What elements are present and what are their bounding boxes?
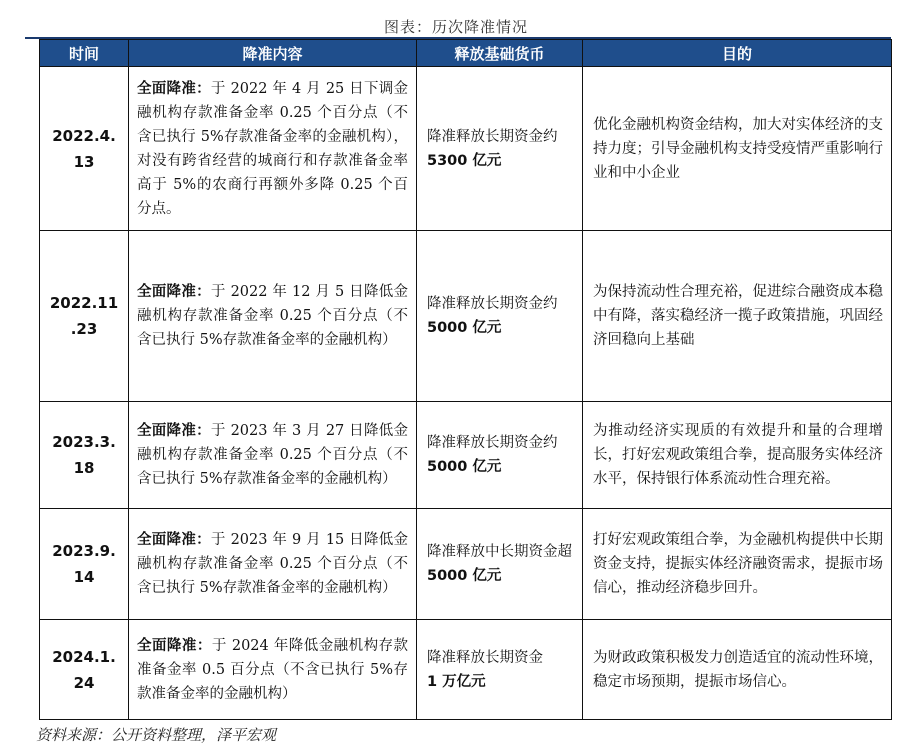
header-date: 时间: [40, 40, 129, 67]
content-bold: 全面降准：: [137, 80, 211, 97]
purpose-cell: 为财政政策积极发力创造适宜的流动性环境，稳定市场预期，提振市场信心。: [583, 620, 892, 720]
header-release: 释放基础货币: [417, 40, 583, 67]
release-amount: 5000 亿元: [427, 459, 502, 475]
source-note: 资料来源：公开资料整理，泽平宏观: [36, 726, 277, 744]
content-bold: 全面降准：: [137, 284, 211, 300]
table-row: [40, 620, 892, 720]
release-cell: [417, 402, 583, 509]
date-line2: 18: [73, 459, 95, 477]
content-cell: [129, 620, 417, 720]
release-text: 降准释放长期资金约: [427, 296, 558, 312]
release-cell: [417, 620, 583, 720]
date-cell: [40, 620, 129, 720]
release-cell: [417, 509, 583, 620]
content-text: 于 2023 年 3 月 27 日降低金融机构存款准备金率 0.25 个百分点（不含已执行 5%存款准备金率的金融机构）: [137, 423, 409, 487]
rrr-cut-table: [39, 39, 892, 720]
date-line2: 13: [73, 152, 95, 171]
content-text: 于 2024 年降低金融机构存款准备金率 0.5 百分点（不含已执行 5%存款准备金率的金融机构）: [137, 637, 409, 702]
release-amount: 1 万亿元: [427, 673, 486, 690]
table-row: [40, 509, 892, 620]
purpose-cell: 优化金融机构资金结构，加大对实体经济的支持力度；引导金融机构支持受疫情严重影响行业和中小企业: [583, 67, 892, 231]
date-line1: 2022.11: [49, 294, 119, 312]
release-amount: 5300 亿元: [427, 152, 502, 169]
date-cell: [40, 402, 129, 509]
content-bold: 全面降准：: [137, 532, 211, 548]
content-bold: 全面降准：: [137, 637, 212, 654]
content-cell: [129, 231, 417, 402]
table-row: [40, 231, 892, 402]
content-bold: 全面降准：: [137, 423, 211, 439]
content-text: 于 2023 年 9 月 15 日降低金融机构存款准备金率 0.25 个百分点（不含已执行 5%存款准备金率的金融机构）: [137, 532, 409, 596]
content-text: 于 2022 年 4 月 25 日下调金融机构存款准备金率 0.25 个百分点（不含已执行 5%存款准备金率的金融机构），对没有跨省经营的城商行和存款准备金率高于 5%的农商行再额外多降 0.25 个百分点。: [137, 80, 409, 217]
header-purpose: 目的: [583, 40, 892, 67]
content-cell: [129, 402, 417, 509]
content-cell: [129, 67, 417, 231]
content-cell: [129, 509, 417, 620]
table-row: [40, 67, 892, 231]
purpose-cell: 为推动经济实现质的有效提升和量的合理增长，打好宏观政策组合拳，提高服务实体经济水平，保持银行体系流动性合理充裕。: [583, 402, 892, 509]
header-content: 降准内容: [129, 40, 417, 67]
date-cell: [40, 231, 129, 402]
date-line1: 2023.3.: [52, 433, 116, 451]
content-text: 于 2022 年 12 月 5 日降低金融机构存款准备金率 0.25 个百分点（不含已执行 5%存款准备金率的金融机构）: [137, 284, 409, 348]
purpose-cell: 为保持流动性合理充裕，促进综合融资成本稳中有降，落实稳经济一揽子政策措施，巩固经济回稳向上基础: [583, 231, 892, 402]
release-text: 降准释放长期资金: [427, 649, 543, 666]
release-amount: 5000 亿元: [427, 320, 502, 336]
date-line2: 24: [73, 673, 95, 692]
release-text: 降准释放长期资金约: [427, 435, 558, 451]
purpose-cell: 打好宏观政策组合拳，为金融机构提供中长期资金支持，提振实体经济融资需求，提振市场信心，推动经济稳步回升。: [583, 509, 892, 620]
date-cell: [40, 67, 129, 231]
release-cell: [417, 231, 583, 402]
header-row: [40, 40, 892, 67]
date-cell: [40, 509, 129, 620]
table-title: 图表：历次降准情况: [383, 18, 528, 36]
release-text: 降准释放中长期资金超: [427, 544, 572, 560]
date-line1: 2024.1.: [52, 647, 116, 666]
release-cell: [417, 67, 583, 231]
date-line2: .23: [70, 320, 98, 338]
date-line1: 2023.9.: [52, 542, 116, 560]
date-line2: 14: [73, 568, 95, 586]
release-amount: 5000 亿元: [427, 568, 502, 584]
release-text: 降准释放长期资金约: [427, 128, 558, 145]
date-line1: 2022.4.: [52, 126, 116, 145]
table-row: [40, 402, 892, 509]
